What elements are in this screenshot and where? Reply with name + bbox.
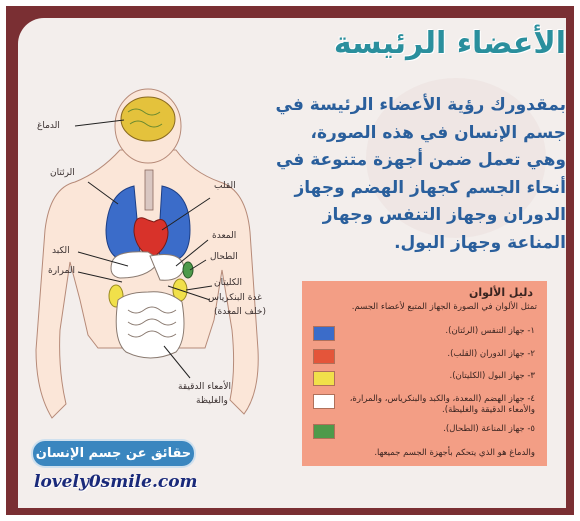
label-pancreas-note: (خلف المعدة): [214, 307, 266, 317]
label-spleen: الطحال: [210, 252, 238, 262]
swatch-immune: [313, 424, 335, 439]
legend-item-label: ٤- جهاز الهضم (المعدة، والكبد والبنكرياس، والمرارة، والأمعاء الدقيقة والغليظة).: [349, 393, 535, 415]
brain-shape: [121, 97, 175, 141]
label-lungs: الرئتان: [50, 168, 75, 178]
label-liver: الكبد: [52, 246, 70, 256]
label-gallbladder: المرارة: [48, 266, 75, 276]
label-heart: القلب: [214, 181, 236, 191]
legend-item: [313, 325, 535, 348]
legend-title: دليل الألوان: [468, 286, 533, 299]
swatch-respiratory: [313, 326, 335, 341]
series-badge: حقائق عن جسم الإنسان: [33, 441, 194, 466]
page-title: الأعضاء الرئيسة: [333, 26, 566, 61]
legend-subtitle: تمثل الألوان في الصورة الجهاز المتبع لأعضاء الجسم.: [351, 302, 537, 312]
spleen-shape: [183, 262, 193, 278]
legend-item: [313, 348, 535, 371]
label-kidneys: الكليتان: [214, 278, 242, 288]
legend-items: [313, 325, 535, 445]
legend-item-label: ٥- جهاز المناعة (الطحال).: [443, 423, 535, 434]
trachea-shape: [145, 170, 153, 210]
swatch-digestive: [313, 394, 335, 409]
label-intestines: الأمعاء الدقيقة: [178, 382, 231, 392]
legend-item: [313, 423, 535, 446]
swatch-circulatory: [313, 349, 335, 364]
legend-item: [313, 393, 535, 423]
legend-item-label: ٢- جهاز الدوران (القلب).: [447, 348, 535, 359]
description-paragraph: بمقدورك رؤية الأعضاء الرئيسة في جسم الإنسان في هذه الصورة، وهي تعمل ضمن أجهزة متنوعة في أنحاء الجسم كجهاز الهضم وجهاز الدوران وجهاز التنفس وجهاز المناعة وجهاز البول.: [275, 95, 566, 253]
label-pancreas: غدة البنكرياس: [208, 293, 262, 303]
legend-item-label: ١- جهاز التنفس (الرئتان).: [445, 326, 535, 336]
swatch-urinary: [313, 371, 335, 386]
label-stomach: المعدة: [212, 231, 237, 241]
legend-item: [313, 370, 535, 393]
color-legend: [302, 281, 547, 466]
label-intestines-2: والغليظة: [196, 396, 228, 406]
intestines-shape: [116, 292, 184, 358]
legend-footer: والدماغ هو الذي يتحكم بأجهزة الجسم جميعها.: [374, 448, 535, 458]
legend-item-label: ٣- جهاز البول (الكليتان).: [449, 371, 535, 381]
site-watermark: lovely0smile.com: [34, 472, 198, 492]
label-brain: الدماغ: [37, 121, 60, 131]
